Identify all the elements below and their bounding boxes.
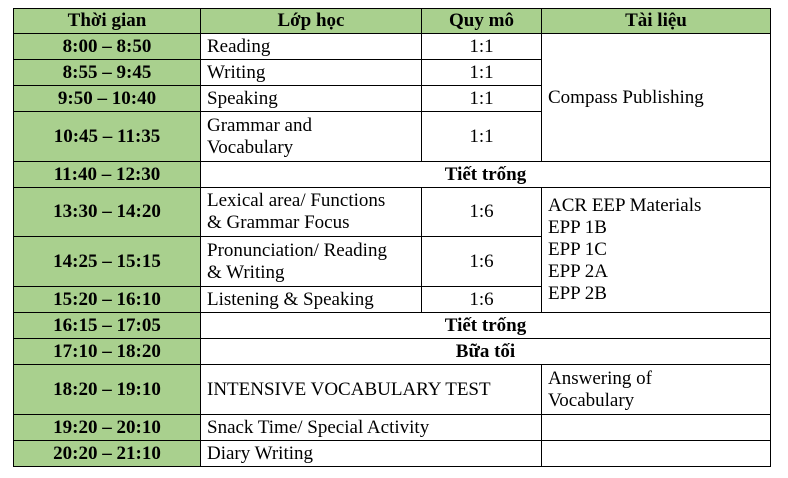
class-cell: INTENSIVE VOCABULARY TEST xyxy=(201,365,542,415)
materials-cell-empty xyxy=(542,415,771,441)
table-row xyxy=(14,313,771,339)
time-cell: 15:20 – 16:10 xyxy=(14,287,201,313)
class-cell: Diary Writing xyxy=(201,441,542,467)
class-cell: Reading xyxy=(201,34,422,60)
header-scale: Quy mô xyxy=(422,9,542,34)
time-cell: 13:30 – 14:20 xyxy=(14,188,201,237)
table-row xyxy=(14,415,771,441)
class-cell: Listening & Speaking xyxy=(201,287,422,313)
time-cell: 16:15 – 17:05 xyxy=(14,313,201,339)
material-line-2: Vocabulary xyxy=(548,389,635,411)
materials-cell xyxy=(542,188,771,313)
table-row xyxy=(14,365,771,415)
dinner-cell: Bữa tối xyxy=(201,339,771,365)
material-item: EPP 1B xyxy=(548,217,607,238)
scale-cell: 1:6 xyxy=(422,287,542,313)
time-cell: 18:20 – 19:10 xyxy=(14,365,201,415)
class-cell xyxy=(201,188,422,237)
class-line-2: & Grammar Focus xyxy=(207,212,350,233)
class-cell xyxy=(201,237,422,287)
scale-cell: 1:1 xyxy=(422,34,542,60)
table-row xyxy=(14,441,771,467)
header-time: Thời gian xyxy=(14,9,201,34)
header-row xyxy=(14,9,771,34)
time-cell: 11:40 – 12:30 xyxy=(14,162,201,188)
material-item: EPP 1C xyxy=(548,239,607,260)
time-cell: 14:25 – 15:15 xyxy=(14,237,201,287)
time-cell: 8:55 – 9:45 xyxy=(14,60,201,86)
time-cell: 19:20 – 20:10 xyxy=(14,415,201,441)
scale-cell: 1:1 xyxy=(422,112,542,162)
class-cell: Snack Time/ Special Activity xyxy=(201,415,542,441)
class-line-1: Grammar and xyxy=(207,114,312,136)
header-class: Lớp học xyxy=(201,9,422,34)
class-cell xyxy=(201,112,422,162)
table-row xyxy=(14,339,771,365)
class-line-2: & Writing xyxy=(207,261,285,283)
scale-cell: 1:1 xyxy=(422,60,542,86)
scale-cell: 1:6 xyxy=(422,237,542,287)
material-line-1: Answering of xyxy=(548,367,652,389)
time-cell: 17:10 – 18:20 xyxy=(14,339,201,365)
material-item: EPP 2A xyxy=(548,261,609,282)
schedule-table xyxy=(13,8,771,467)
table-row xyxy=(14,188,771,237)
table-row xyxy=(14,162,771,188)
materials-cell-empty xyxy=(542,441,771,467)
time-cell: 9:50 – 10:40 xyxy=(14,86,201,112)
materials-cell xyxy=(542,34,771,162)
materials-cell xyxy=(542,365,771,415)
material-compass: Compass Publishing xyxy=(548,86,704,108)
time-cell: 10:45 – 11:35 xyxy=(14,112,201,162)
class-cell: Speaking xyxy=(201,86,422,112)
free-period-cell: Tiết trống xyxy=(201,162,771,188)
class-line-1: Lexical area/ Functions xyxy=(207,190,386,211)
time-cell: 8:00 – 8:50 xyxy=(14,34,201,60)
class-line-1: Pronunciation/ Reading xyxy=(207,239,387,261)
material-item: EPP 2B xyxy=(548,283,607,304)
material-item: ACR EEP Materials xyxy=(548,195,702,216)
scale-cell: 1:6 xyxy=(422,188,542,237)
table-row xyxy=(14,34,771,60)
free-period-cell: Tiết trống xyxy=(201,313,771,339)
class-cell: Writing xyxy=(201,60,422,86)
header-materials: Tài liệu xyxy=(542,9,771,34)
class-line-2: Vocabulary xyxy=(207,136,294,158)
time-cell: 20:20 – 21:10 xyxy=(14,441,201,467)
scale-cell: 1:1 xyxy=(422,86,542,112)
